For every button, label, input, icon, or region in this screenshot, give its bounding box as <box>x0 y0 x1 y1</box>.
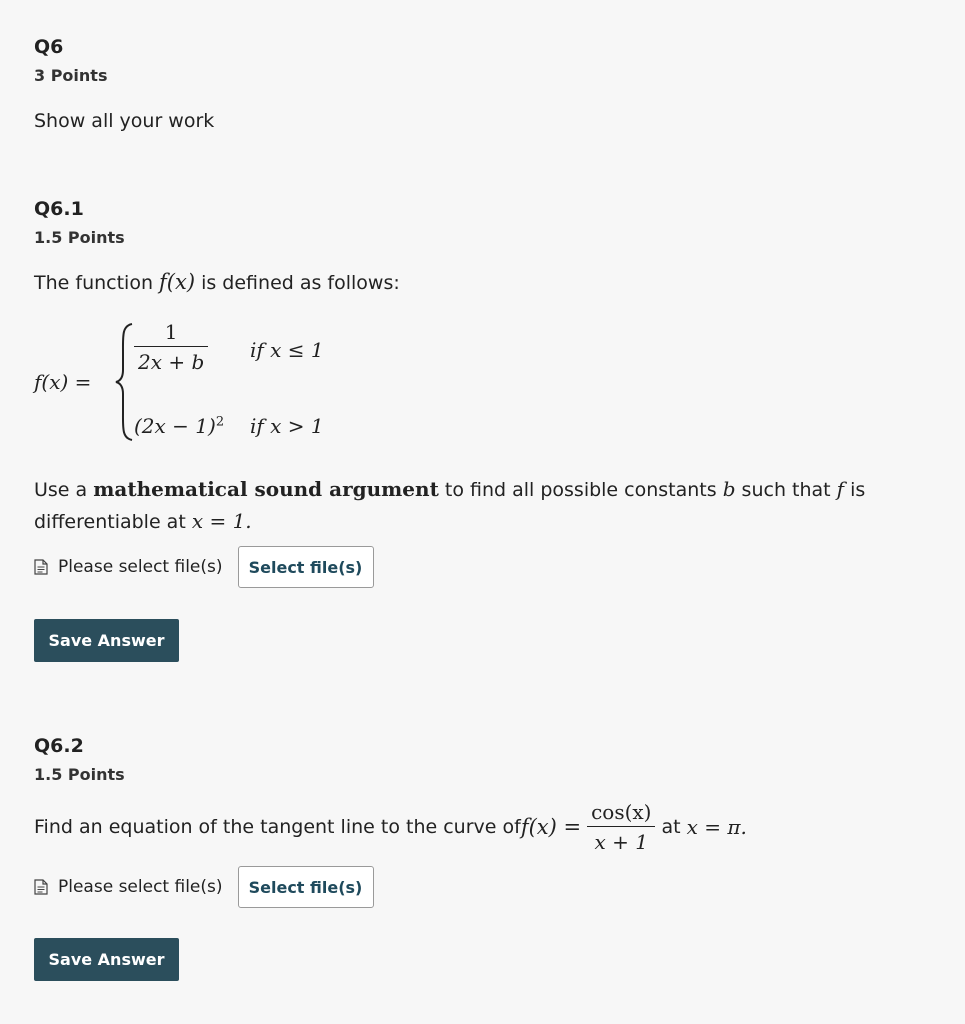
case2-base: (2x − 1) <box>134 414 216 438</box>
case1-fraction <box>134 320 208 374</box>
q6-2-select-files-button[interactable]: Select file(s) <box>238 866 374 908</box>
prompt-f: f <box>836 477 845 501</box>
prompt-text: such that <box>735 479 837 501</box>
fraction-denominator: x + 1 <box>594 830 649 854</box>
case2-expression <box>134 414 224 438</box>
prompt-x-equals-pi: x = π. <box>686 815 747 839</box>
q6-1-prompt-line1 <box>34 477 865 501</box>
q6-1-file-label <box>34 557 223 577</box>
document-icon <box>34 879 48 895</box>
q6-2-save-answer-button[interactable]: Save Answer <box>34 938 179 981</box>
piecewise-function <box>34 318 434 444</box>
prompt-text: differentiable at <box>34 511 192 533</box>
q6-1-save-answer-button[interactable]: Save Answer <box>34 619 179 662</box>
prompt-text: Find an equation of the tangent line to the curve of <box>34 816 521 838</box>
q6-1-select-files-button[interactable]: Select file(s) <box>238 546 374 588</box>
case2-exponent: 2 <box>215 414 225 430</box>
q6-title: Q6 <box>34 36 64 58</box>
intro-text-start: The function <box>34 272 160 294</box>
prompt-b: b <box>722 477 736 501</box>
prompt-text: is <box>844 479 866 501</box>
q6-points: 3 Points <box>34 66 108 85</box>
intro-text-end: is defined as follows: <box>195 272 400 294</box>
q6-1-prompt-line2 <box>34 509 252 533</box>
q6-2-prompt <box>34 800 747 854</box>
q6-1-file-row <box>34 546 374 588</box>
q6-2-file-row <box>34 866 374 908</box>
q6-1-points: 1.5 Points <box>34 228 125 247</box>
prompt-bold-phrase: mathematical sound argument <box>93 477 439 501</box>
q6-instruction: Show all your work <box>34 110 215 132</box>
q6-1-intro <box>34 270 400 294</box>
piecewise-lhs: f(x) = <box>34 370 92 394</box>
intro-fx: f(x) <box>159 270 196 294</box>
q6-2-points: 1.5 Points <box>34 765 125 784</box>
fraction-numerator: cos(x) <box>591 800 652 824</box>
prompt-fraction <box>587 800 655 854</box>
case2-condition: if x > 1 <box>250 414 324 438</box>
q6-2-file-label <box>34 877 223 897</box>
prompt-text: at <box>655 816 687 838</box>
prompt-text: Use a <box>34 479 94 501</box>
document-icon <box>34 559 48 575</box>
case1-condition: if x ≤ 1 <box>250 338 324 362</box>
case1-denominator: 2x + b <box>138 350 205 374</box>
fraction-bar <box>134 346 208 347</box>
q6-1-title: Q6.1 <box>34 198 84 220</box>
prompt-fx: f(x) = <box>520 815 582 839</box>
q6-2-title: Q6.2 <box>34 735 84 757</box>
fraction-bar <box>587 826 655 827</box>
prompt-x-equals-1: x = 1. <box>191 509 252 533</box>
left-brace <box>114 322 136 442</box>
case1-numerator: 1 <box>164 320 178 344</box>
file-label-text: Please select file(s) <box>58 877 223 897</box>
prompt-text: to find all possible constants <box>438 479 723 501</box>
file-label-text: Please select file(s) <box>58 557 223 577</box>
